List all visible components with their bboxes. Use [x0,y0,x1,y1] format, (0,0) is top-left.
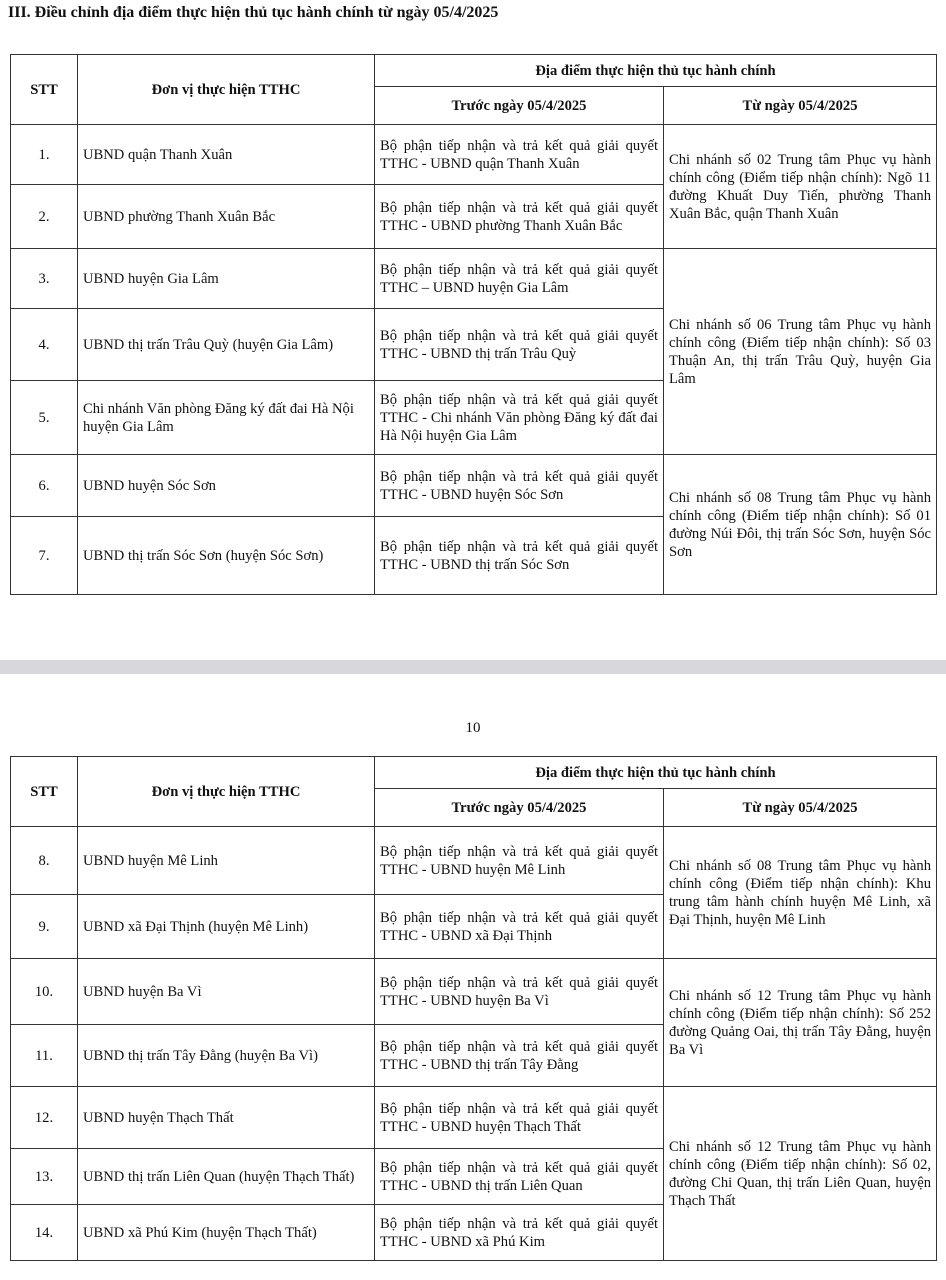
row-stt: 10. [11,959,78,1025]
row-before: Bộ phận tiếp nhận và trả kết quả giải quyết TTHC - UBND thị trấn Trâu Quỳ [375,309,664,381]
row-before: Bộ phận tiếp nhận và trả kết quả giải quyết TTHC - Chi nhánh Văn phòng Đăng ký đất đai Hà Nội huyện Gia Lâm [375,381,664,455]
row-unit: Chi nhánh Văn phòng Đăng ký đất đai Hà Nội huyện Gia Lâm [78,381,375,455]
row-stt: 4. [11,309,78,381]
row-before: Bộ phận tiếp nhận và trả kết quả giải quyết TTHC - UBND phường Thanh Xuân Bắc [375,185,664,249]
row-stt: 5. [11,381,78,455]
row-from-group: Chi nhánh số 06 Trung tâm Phục vụ hành chính công (Điểm tiếp nhận chính): Số 03 Thuận An, thị trấn Trâu Quỳ, huyện Gia Lâm [664,249,937,455]
row-unit: UBND xã Phú Kim (huyện Thạch Thất) [78,1205,375,1261]
row-unit: UBND thị trấn Sóc Sơn (huyện Sóc Sơn) [78,517,375,595]
row-stt: 1. [11,125,78,185]
header-from: Từ ngày 05/4/2025 [664,87,937,125]
row-before: Bộ phận tiếp nhận và trả kết quả giải quyết TTHC - UBND quận Thanh Xuân [375,125,664,185]
row-stt: 7. [11,517,78,595]
row-stt: 13. [11,1149,78,1205]
row-before: Bộ phận tiếp nhận và trả kết quả giải quyết TTHC - UBND huyện Ba Vì [375,959,664,1025]
row-before: Bộ phận tiếp nhận và trả kết quả giải quyết TTHC - UBND huyện Mê Linh [375,827,664,895]
row-unit: UBND huyện Ba Vì [78,959,375,1025]
row-unit: UBND thị trấn Liên Quan (huyện Thạch Thất) [78,1149,375,1205]
row-from-group: Chi nhánh số 02 Trung tâm Phục vụ hành chính công (Điểm tiếp nhận chính): Ngõ 11 đường Khuất Duy Tiến, phường Thanh Xuân Bắc, quận Thanh Xuân [664,125,937,249]
table-row [11,125,937,185]
row-stt: 12. [11,1087,78,1149]
header-before: Trước ngày 05/4/2025 [375,789,664,827]
row-stt: 9. [11,895,78,959]
header-from: Từ ngày 05/4/2025 [664,789,937,827]
row-stt: 14. [11,1205,78,1261]
row-unit: UBND huyện Mê Linh [78,827,375,895]
table-row [11,959,937,1025]
header-location-group: Địa điểm thực hiện thủ tục hành chính [375,55,937,87]
row-from-group: Chi nhánh số 08 Trung tâm Phục vụ hành chính công (Điểm tiếp nhận chính): Số 01 đường Núi Đôi, thị trấn Sóc Sơn, huyện Sóc Sơn [664,455,937,595]
row-unit: UBND quận Thanh Xuân [78,125,375,185]
header-unit: Đơn vị thực hiện TTHC [78,757,375,827]
row-before: Bộ phận tiếp nhận và trả kết quả giải quyết TTHC - UBND thị trấn Liên Quan [375,1149,664,1205]
row-stt: 3. [11,249,78,309]
row-before: Bộ phận tiếp nhận và trả kết quả giải quyết TTHC - UBND xã Đại Thịnh [375,895,664,959]
row-unit: UBND huyện Thạch Thất [78,1087,375,1149]
location-table-1 [10,54,937,595]
table-row [11,827,937,895]
row-before: Bộ phận tiếp nhận và trả kết quả giải quyết TTHC - UBND huyện Thạch Thất [375,1087,664,1149]
row-unit: UBND huyện Gia Lâm [78,249,375,309]
table-row [11,455,937,517]
page-number: 10 [465,720,481,736]
table-row [11,1087,937,1149]
row-before: Bộ phận tiếp nhận và trả kết quả giải quyết TTHC - UBND huyện Sóc Sơn [375,455,664,517]
header-location-group: Địa điểm thực hiện thủ tục hành chính [375,757,937,789]
row-before: Bộ phận tiếp nhận và trả kết quả giải quyết TTHC – UBND huyện Gia Lâm [375,249,664,309]
table-row [11,249,937,309]
row-stt: 2. [11,185,78,249]
section-heading: III. Điều chỉnh địa điểm thực hiện thủ tục hành chính từ ngày 05/4/2025 [8,4,499,21]
location-table-2 [10,756,937,1261]
row-from-group: Chi nhánh số 12 Trung tâm Phục vụ hành chính công (Điểm tiếp nhận chính): Số 02, đường Chi Quan, thị trấn Liên Quan, huyện Thạch Thất [664,1087,937,1261]
row-unit: UBND thị trấn Tây Đằng (huyện Ba Vì) [78,1025,375,1087]
row-stt: 8. [11,827,78,895]
row-from-group: Chi nhánh số 12 Trung tâm Phục vụ hành chính công (Điểm tiếp nhận chính): Số 252 đường Quảng Oai, thị trấn Tây Đằng, huyện Ba Vì [664,959,937,1087]
row-stt: 6. [11,455,78,517]
row-before: Bộ phận tiếp nhận và trả kết quả giải quyết TTHC - UBND xã Phú Kim [375,1205,664,1261]
row-stt: 11. [11,1025,78,1087]
row-before: Bộ phận tiếp nhận và trả kết quả giải quyết TTHC - UBND thị trấn Sóc Sơn [375,517,664,595]
row-unit: UBND thị trấn Trâu Quỳ (huyện Gia Lâm) [78,309,375,381]
row-unit: UBND huyện Sóc Sơn [78,455,375,517]
row-unit: UBND xã Đại Thịnh (huyện Mê Linh) [78,895,375,959]
row-unit: UBND phường Thanh Xuân Bắc [78,185,375,249]
header-stt: STT [11,55,78,125]
header-stt: STT [11,757,78,827]
row-from-group: Chi nhánh số 08 Trung tâm Phục vụ hành chính công (Điểm tiếp nhận chính): Khu trung tâm hành chính huyện Mê Linh, xã Đại Thịnh, huyện Mê Linh [664,827,937,959]
header-before: Trước ngày 05/4/2025 [375,87,664,125]
row-before: Bộ phận tiếp nhận và trả kết quả giải quyết TTHC - UBND thị trấn Tây Đằng [375,1025,664,1087]
header-unit: Đơn vị thực hiện TTHC [78,55,375,125]
page-break-gap [0,660,946,674]
